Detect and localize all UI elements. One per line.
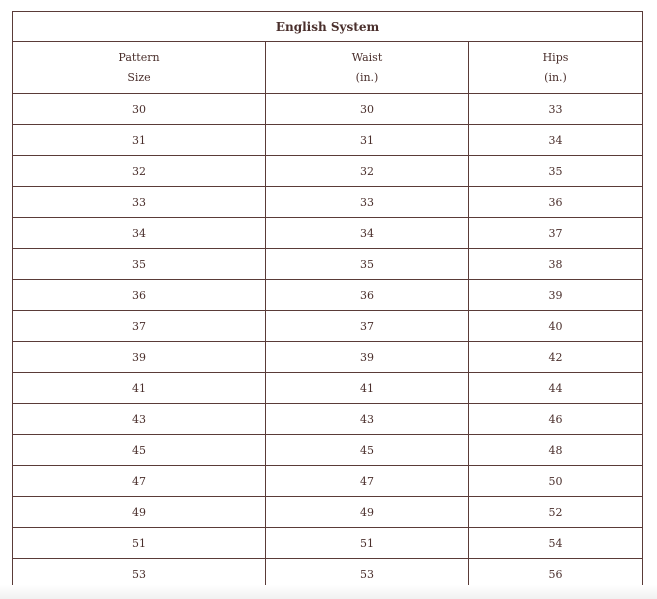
pattern-size-cell: 47	[13, 466, 266, 497]
column-header-waist	[266, 42, 469, 94]
table-row	[13, 404, 643, 435]
waist-cell: 43	[266, 404, 469, 435]
waist-cell: 30	[266, 94, 469, 125]
pattern-size-cell: 33	[13, 187, 266, 218]
table-row	[13, 373, 643, 404]
table-row	[13, 528, 643, 559]
size-chart-table	[12, 11, 643, 590]
hips-cell: 37	[469, 218, 643, 249]
table-body	[13, 94, 643, 590]
hips-cell: 48	[469, 435, 643, 466]
waist-cell: 32	[266, 156, 469, 187]
pattern-size-cell: 34	[13, 218, 266, 249]
table-row	[13, 311, 643, 342]
pattern-size-cell: 45	[13, 435, 266, 466]
pattern-size-cell: 39	[13, 342, 266, 373]
hips-cell: 56	[469, 559, 643, 590]
pattern-size-cell: 32	[13, 156, 266, 187]
hips-cell: 42	[469, 342, 643, 373]
hips-cell: 36	[469, 187, 643, 218]
waist-cell: 49	[266, 497, 469, 528]
pattern-size-cell: 49	[13, 497, 266, 528]
table-row	[13, 435, 643, 466]
bottom-fade	[0, 585, 657, 599]
hips-cell: 39	[469, 280, 643, 311]
table-row	[13, 218, 643, 249]
pattern-size-cell: 51	[13, 528, 266, 559]
waist-cell: 41	[266, 373, 469, 404]
header-waist-line1: Waist	[351, 50, 383, 64]
waist-cell: 33	[266, 187, 469, 218]
table-row	[13, 125, 643, 156]
waist-cell: 53	[266, 559, 469, 590]
table-row	[13, 187, 643, 218]
waist-cell: 31	[266, 125, 469, 156]
waist-cell: 35	[266, 249, 469, 280]
table-row	[13, 249, 643, 280]
waist-cell: 37	[266, 311, 469, 342]
hips-cell: 38	[469, 249, 643, 280]
hips-cell: 46	[469, 404, 643, 435]
table-row	[13, 466, 643, 497]
pattern-size-cell: 31	[13, 125, 266, 156]
pattern-size-cell: 37	[13, 311, 266, 342]
pattern-size-cell: 53	[13, 559, 266, 590]
header-pattern-size-line2: Size	[127, 70, 151, 84]
header-hips-line2: (in.)	[544, 70, 567, 84]
table-row	[13, 156, 643, 187]
header-waist-line2: (in.)	[355, 70, 379, 84]
table-row	[13, 342, 643, 373]
table-row	[13, 497, 643, 528]
pattern-size-cell: 35	[13, 249, 266, 280]
hips-cell: 54	[469, 528, 643, 559]
table-row	[13, 280, 643, 311]
pattern-size-cell: 43	[13, 404, 266, 435]
pattern-size-cell: 36	[13, 280, 266, 311]
hips-cell: 52	[469, 497, 643, 528]
waist-cell: 45	[266, 435, 469, 466]
hips-cell: 33	[469, 94, 643, 125]
hips-cell: 40	[469, 311, 643, 342]
waist-cell: 36	[266, 280, 469, 311]
waist-cell: 51	[266, 528, 469, 559]
waist-cell: 39	[266, 342, 469, 373]
table-row	[13, 94, 643, 125]
header-hips-line1: Hips	[542, 50, 569, 64]
hips-cell: 44	[469, 373, 643, 404]
header-pattern-size-line1: Pattern	[118, 50, 160, 64]
hips-cell: 50	[469, 466, 643, 497]
column-header-hips	[469, 42, 643, 94]
waist-cell: 34	[266, 218, 469, 249]
hips-cell: 34	[469, 125, 643, 156]
table-title: English System	[13, 12, 643, 42]
hips-cell: 35	[469, 156, 643, 187]
pattern-size-cell: 30	[13, 94, 266, 125]
column-header-pattern-size	[13, 42, 266, 94]
waist-cell: 47	[266, 466, 469, 497]
pattern-size-cell: 41	[13, 373, 266, 404]
